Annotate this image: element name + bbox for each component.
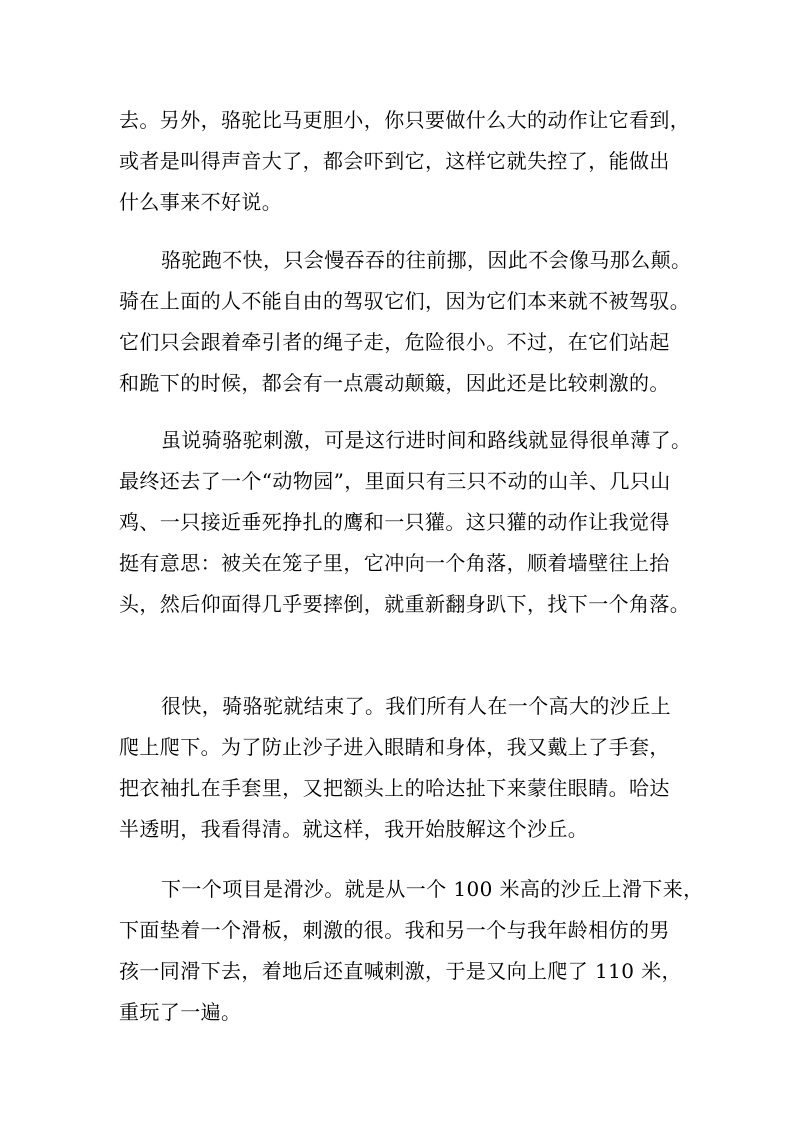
paragraph-1-line-3: 什么事来不好说。 (119, 190, 283, 214)
paragraph-3-line-2: 最终还去了一个“动物园”，里面只有三只不动的山羊、几只山 (119, 469, 671, 493)
paragraph-5-line-2: 下面垫着一个滑板，刺激的很。我和另一个与我年龄相仿的男 (119, 918, 670, 942)
paragraph-3-line-1: 虽说骑骆驼刺激，可是这行进时间和路线就显得很单薄了。 (161, 428, 692, 452)
paragraph-2-line-1: 骆驼跑不快，只会慢吞吞的往前挪，因此不会像马那么颠。 (161, 248, 692, 272)
paragraph-3-line-4: 挺有意思：被关在笼子里，它冲向一个角落，顺着墙壁往上抬 (119, 551, 670, 575)
paragraph-4-line-1: 很快，骑骆驼就结束了。我们所有人在一个高大的沙丘上 (161, 694, 671, 718)
paragraph-4-line-4: 半透明，我看得清。就这样，我开始肢解这个沙丘。 (119, 817, 589, 841)
paragraph-4-line-3: 把衣袖扎在手套里，又把额头上的哈达扯下来蒙住眼睛。哈达 (119, 776, 670, 800)
paragraph-3-line-5: 头，然后仰面得几乎要摔倒，就重新翻身趴下，找下一个角落。 (119, 592, 691, 616)
paragraph-1-line-2: 或者是叫得声音大了，都会吓到它，这样它就失控了，能做出 (119, 149, 670, 173)
paragraph-1-line-1: 去。另外，骆驼比马更胆小，你只要做什么大的动作让它看到， (119, 108, 691, 132)
paragraph-4-line-2: 爬上爬下。为了防止沙子进入眼睛和身体，我又戴上了手套， (119, 735, 670, 759)
paragraph-2-line-2: 骑在上面的人不能自由的驾驭它们，因为它们本来就不被驾驭。 (119, 289, 691, 313)
paragraph-2-line-3: 它们只会跟着牵引者的绳子走，危险很小。不过，在它们站起 (119, 330, 670, 354)
paragraph-2-line-4: 和跪下的时候，都会有一点震动颠簸，因此还是比较刺激的。 (119, 371, 670, 395)
paragraph-5-line-1: 下一个项目是滑沙。就是从一个 100 米高的沙丘上滑下来， (161, 877, 704, 901)
paragraph-3-line-3: 鸡、一只接近垂死挣扎的鹰和一只獾。这只獾的动作让我觉得 (119, 510, 670, 534)
paragraph-5-line-4: 重玩了一遍。 (119, 1000, 242, 1024)
paragraph-5-line-3: 孩一同滑下去，着地后还直喊刺激，于是又向上爬了 110 米， (119, 959, 682, 983)
